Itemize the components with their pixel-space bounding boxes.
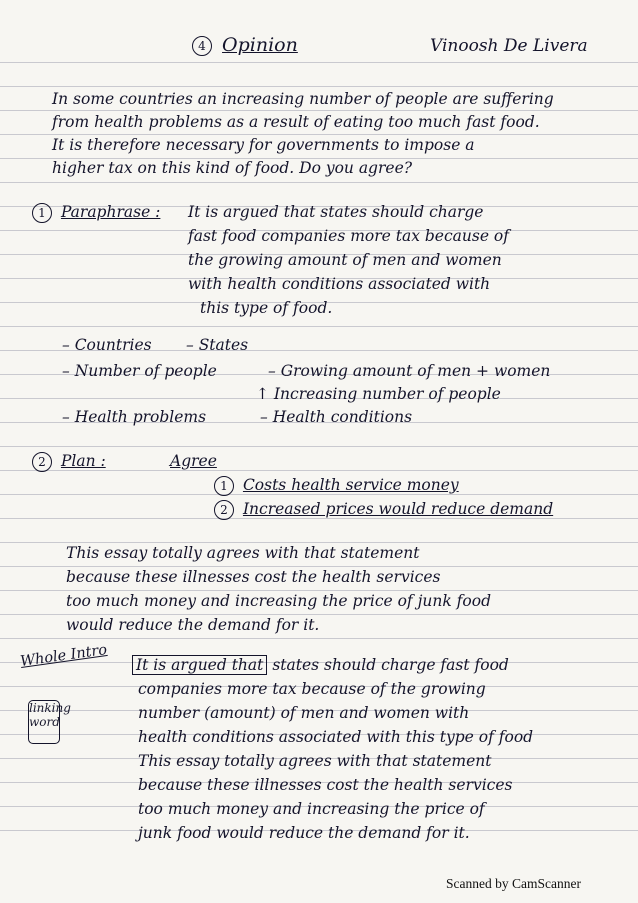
paraphrase-line-5: this type of food. <box>200 299 333 317</box>
linking-phrase-box: It is argued that <box>132 655 267 675</box>
plan-point-1-circle: 1 <box>214 476 234 496</box>
ruled-line <box>0 446 638 447</box>
plan-point-2-circle: 2 <box>214 500 234 520</box>
ruled-line <box>0 86 638 87</box>
synonym-right-3-text: Increasing number of people <box>273 385 501 403</box>
synonym-left-4: – Health problems <box>62 408 207 426</box>
plan-point-2 <box>214 500 553 520</box>
ruled-line <box>0 326 638 327</box>
synonym-right-2: – Growing amount of men + women <box>268 362 551 380</box>
ruled-line <box>0 566 638 567</box>
whole-intro-line-4: health conditions associated with this type of food <box>138 728 534 746</box>
question-line-3: It is therefore necessary for governments to impose a <box>52 136 475 154</box>
paraphrase-line-3: the growing amount of men and women <box>188 251 502 269</box>
whole-intro-line-5: This essay totally agrees with that statement <box>138 752 492 770</box>
paraphrase-line-2: fast food companies more tax because of <box>188 227 510 245</box>
paraphrase-number-circle: 1 <box>32 203 52 223</box>
linking-word-note: linking word <box>28 700 60 744</box>
whole-intro-line-1 <box>132 656 509 674</box>
synonym-right-1-text: States <box>198 336 249 354</box>
whole-intro-line-1-text: states should charge fast food <box>272 656 509 674</box>
author-name: Vinoosh De Livera <box>430 36 588 56</box>
synonym-right-3: ↑ Increasing number of people <box>256 385 501 403</box>
ruled-line <box>0 62 638 63</box>
ruled-line <box>0 182 638 183</box>
plan-label: Plan : <box>60 452 106 470</box>
synonym-left-1-text: Countries <box>74 336 152 354</box>
thesis-line-4: would reduce the demand for it. <box>66 616 320 634</box>
synonym-left-2-text: Number of people <box>74 362 217 380</box>
paraphrase-heading <box>32 203 160 223</box>
thesis-line-2: because these illnesses cost the health services <box>66 568 441 586</box>
whole-intro-line-7: too much money and increasing the price of <box>138 800 485 818</box>
ruled-line <box>0 542 638 543</box>
whole-intro-label: Whole Intro <box>19 641 109 671</box>
paraphrase-line-1: It is argued that states should charge <box>188 203 484 221</box>
paraphrase-line-4: with health conditions associated with <box>188 275 491 293</box>
whole-intro-line-8: junk food would reduce the demand for it. <box>138 824 470 842</box>
synonym-left-4-text: Health problems <box>74 408 207 426</box>
plan-stance: Agree <box>170 452 217 470</box>
scanner-watermark: Scanned by CamScanner <box>446 876 581 891</box>
synonym-right-4: – Health conditions <box>260 408 413 426</box>
whole-intro-line-2: companies more tax because of the growing <box>138 680 486 698</box>
ruled-line <box>0 134 638 135</box>
question-line-4: higher tax on this kind of food. Do you agree? <box>52 159 413 177</box>
plan-point-2-text: Increased prices would reduce demand <box>242 500 554 518</box>
synonym-right-2-text: Growing amount of men + women <box>280 362 551 380</box>
header-title: Opinion <box>222 34 298 56</box>
plan-number-circle: 2 <box>32 452 52 472</box>
header-title-line <box>192 34 298 56</box>
thesis-line-1: This essay totally agrees with that statement <box>66 544 420 562</box>
question-line-2: from health problems as a result of eating too much fast food. <box>52 113 540 131</box>
whole-intro-line-3: number (amount) of men and women with <box>138 704 470 722</box>
synonym-left-2: – Number of people <box>62 362 217 380</box>
question-line-1: In some countries an increasing number of people are suffering <box>52 90 554 108</box>
plan-heading <box>32 452 106 472</box>
whole-intro-line-6: because these illnesses cost the health services <box>138 776 513 794</box>
synonym-right-1: – States <box>186 336 249 354</box>
ruled-line <box>0 110 638 111</box>
plan-point-1 <box>214 476 459 496</box>
synonym-left-1: – Countries <box>62 336 152 354</box>
header-number-circle: 4 <box>192 36 212 56</box>
plan-point-1-text: Costs health service money <box>242 476 459 494</box>
ruled-line <box>0 638 638 639</box>
ruled-line <box>0 590 638 591</box>
ruled-line <box>0 614 638 615</box>
thesis-line-3: too much money and increasing the price of junk food <box>66 592 492 610</box>
paraphrase-label: Paraphrase : <box>60 203 161 221</box>
synonym-right-4-text: Health conditions <box>272 408 413 426</box>
